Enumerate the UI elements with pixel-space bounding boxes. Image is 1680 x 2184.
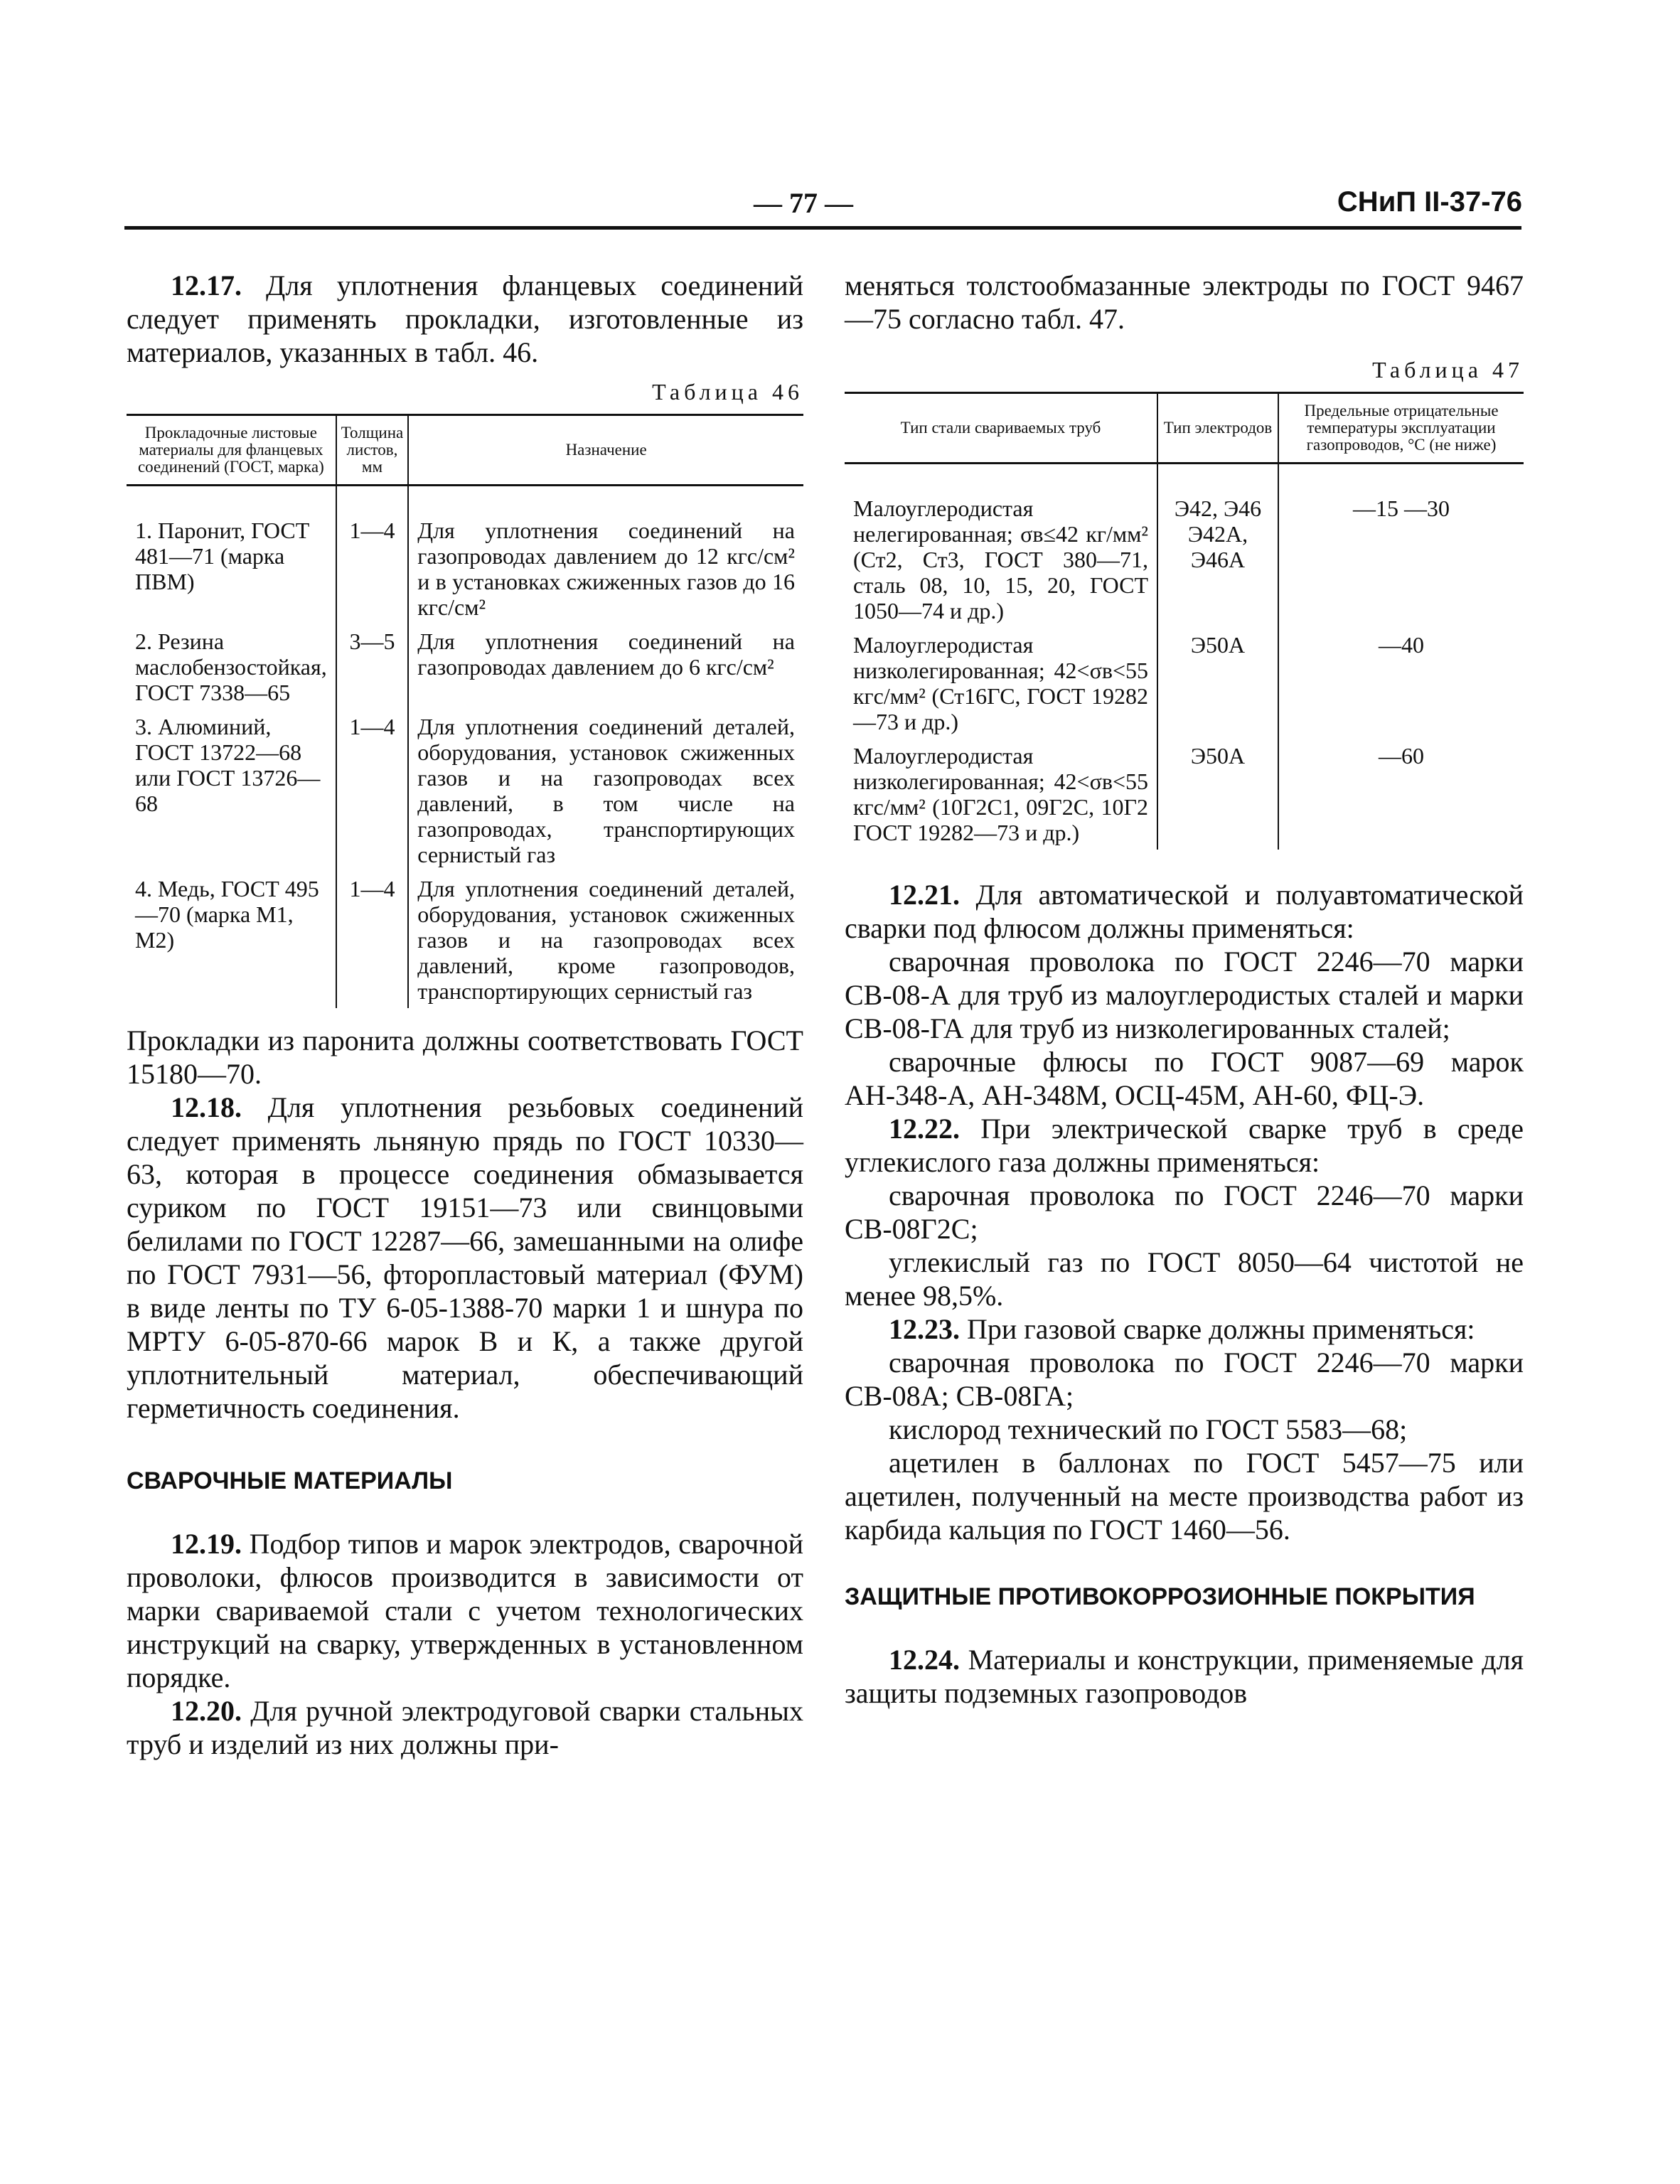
paragraph-number: 12.19. xyxy=(171,1528,242,1560)
table-cell: Э42, Э46 Э42А, Э46А xyxy=(1157,464,1278,628)
paragraph-12-23 xyxy=(845,1312,1524,1346)
paragraph-12-21 xyxy=(845,878,1524,945)
column-header: Назначение xyxy=(408,415,803,486)
table-cell: 2. Резина маслобензостойкая, ГОСТ 7338—65 xyxy=(135,628,327,705)
paragraph-text: При газовой сварке должны применяться: xyxy=(967,1313,1475,1345)
list-item: ацетилен в баллонах по ГОСТ 5457—75 или ацетилен, полученный на месте производства работ из карбида кальция по ГОСТ 1460—56. xyxy=(845,1447,1524,1546)
paragraph-12-20 xyxy=(127,1694,803,1761)
paragraph-number: 12.22. xyxy=(889,1113,960,1145)
paragraph-number: 12.18. xyxy=(171,1091,242,1123)
table-cell: Для уплотнения соединений на газопроводах давлением до 12 кгс/см² и в установках сжиженных газов до 16 кгс/см² xyxy=(408,486,803,625)
table-47-caption: Таблица 47 xyxy=(1372,357,1524,382)
table-cell: Э50А xyxy=(1157,739,1278,850)
paragraph-text: Для ручной электродуговой сварки стальных труб и изделий из них должны при- xyxy=(127,1695,804,1760)
table-cell: 1. Паронит, ГОСТ 481—71 (марка ПВМ) xyxy=(135,518,310,594)
paragraph-12-22 xyxy=(845,1112,1524,1179)
table-header-row xyxy=(845,393,1524,464)
table-cell: 1—4 xyxy=(336,710,409,872)
list-item: сварочная проволока по ГОСТ 2246—70 марки СВ-08-А для труб из малоуглеродистых сталей и марки СВ-08-ГА для труб из низколегированных сталей; xyxy=(845,946,1524,1044)
paragraph-text: Для автоматической и полуавтоматической сварки под флюсом должны применяться: xyxy=(845,879,1524,944)
table-cell: Малоуглеродистая низколегированная; 42<σв<55 кгс/мм² (Ст16ГС, ГОСТ 19282—73 и др.) xyxy=(853,632,1148,734)
table-cell: Малоуглеродистая низколегированная; 42<σв<55 кгс/мм² (10Г2С1, 09Г2С, 10Г2 ГОСТ 19282—73 и др.) xyxy=(853,743,1148,845)
table-cell: Для уплотнения соединений на газопроводах давлением до 6 кгс/см² xyxy=(408,624,803,710)
right-column xyxy=(845,269,1524,1710)
paragraph-paronit: Прокладки из паронита должны соответствовать ГОСТ 15180—70. xyxy=(127,1024,803,1090)
section-heading-welding-materials: СВАРОЧНЫЕ МАТЕРИАЛЫ xyxy=(127,1467,453,1494)
table-cell: Малоуглеродистая нелегированная; σв≤42 кг/мм² (Ст2, Ст3, ГОСТ 380—71, сталь 08, 10, 15, 20, ГОСТ 1050—74 и др.) xyxy=(853,496,1148,623)
paragraph-text: Для уплотнения фланцевых соединений следует применять прокладки, изготовленные из материалов, указанных в табл. 46. xyxy=(127,269,804,368)
paragraph-12-17 xyxy=(127,269,803,369)
table-47 xyxy=(845,392,1524,850)
table-cell: —40 xyxy=(1278,628,1524,739)
document-code: СНиП II-37-76 xyxy=(1337,186,1522,218)
paragraph-number: 12.24. xyxy=(889,1644,960,1676)
table-row xyxy=(845,464,1524,628)
paragraph-12-19 xyxy=(127,1527,803,1694)
table-cell: 3. Алюминий, ГОСТ 13722—68 или ГОСТ 13726—68 xyxy=(135,714,321,816)
table-cell: Для уплотнения соединений деталей, оборудования, установок сжиженных газов и на газопроводах всех давлений, кроме газопроводов, транспортирующих сернистый газ xyxy=(408,872,803,1008)
paragraph-text: Для уплотнения резьбовых соединений следует применять льняную прядь по ГОСТ 10330—63, которая в процессе соединения обмазывается суриком по ГОСТ 19151—73 или свинцовыми белилами по ГОСТ 12287—66, замешанными на олифе по ГОСТ 7931—56, фторопластовый материал (ФУМ) в виде ленты по ТУ 6-05-1388-70 марки 1 и шнура по МРТУ 6-05-870-66 марок В и К, а также другой уплотнительный материал, обеспечивающий герметичность соединения. xyxy=(127,1091,804,1424)
paragraph-text: Подбор типов и марок электродов, сварочной проволоки, флюсов производится в зависимости от марки свариваемой стали с учетом технологических инструкций на сварку, утвержденных в установленном порядке. xyxy=(127,1528,804,1693)
column-header: Предельные отрицательные температуры эксплуатации газопроводов, °С (не ниже) xyxy=(1278,393,1524,464)
list-item: сварочные флюсы по ГОСТ 9087—69 марок АН-348-А, АН-348М, ОСЦ-45М, АН-60, ФЦ-Э. xyxy=(845,1046,1524,1111)
table-cell: 1—4 xyxy=(336,486,409,625)
table-cell: 3—5 xyxy=(336,624,409,710)
column-header: Тип стали свариваемых труб xyxy=(845,393,1157,464)
table-cell: Для уплотнения соединений деталей, оборудования, установок сжиженных газов и на газопроводах всех давлений, в том числе на газопроводах, транспортирующих сернистый газ xyxy=(408,710,803,872)
paragraph-number: 12.20. xyxy=(171,1695,242,1727)
table-row xyxy=(127,624,803,710)
list-item: сварочная проволока по ГОСТ 2246—70 марки СВ-08А; СВ-08ГА; xyxy=(845,1347,1524,1412)
table-row xyxy=(127,486,803,625)
table-cell: 4. Медь, ГОСТ 495—70 (марка М1, М2) xyxy=(135,876,319,953)
paragraph-12-24 xyxy=(845,1643,1524,1710)
table-cell: —60 xyxy=(1278,739,1524,850)
table-cell: —15 —30 xyxy=(1278,464,1524,628)
table-46 xyxy=(127,414,803,1008)
list-item: кислород технический по ГОСТ 5583—68; xyxy=(889,1413,1408,1445)
column-header: Прокладочные листовые материалы для фланцевых соединений (ГОСТ, марка) xyxy=(127,415,336,486)
table-row xyxy=(127,710,803,872)
paragraph-12-20-continued: меняться толстообмазанные электроды по ГОСТ 9467—75 согласно табл. 47. xyxy=(845,269,1524,335)
table-46-caption: Таблица 46 xyxy=(652,379,803,405)
table-row xyxy=(127,872,803,1008)
table-cell: 1—4 xyxy=(336,872,409,1008)
list-item: углекислый газ по ГОСТ 8050—64 чистотой не менее 98,5%. xyxy=(845,1246,1524,1312)
paragraph-number: 12.21. xyxy=(889,879,960,911)
list-item: сварочная проволока по ГОСТ 2246—70 марки СВ-08Г2С; xyxy=(845,1179,1524,1245)
left-column xyxy=(127,269,803,1761)
paragraph-number: 12.23. xyxy=(889,1313,960,1345)
table-row xyxy=(845,739,1524,850)
column-header: Толщина листов, мм xyxy=(336,415,409,486)
section-heading-protective-coatings: ЗАЩИТНЫЕ ПРОТИВОКОРРОЗИОННЫЕ ПОКРЫТИЯ xyxy=(845,1583,1475,1610)
column-header: Тип электродов xyxy=(1157,393,1278,464)
header-rule xyxy=(124,226,1521,230)
table-cell: Э50А xyxy=(1157,628,1278,739)
paragraph-text: При электрической сварке труб в среде углекислого газа должны применяться: xyxy=(845,1113,1524,1178)
table-row xyxy=(845,628,1524,739)
paragraph-text: Материалы и конструкции, применяемые для защиты подземных газопроводов xyxy=(845,1644,1524,1709)
paragraph-number: 12.17. xyxy=(171,269,242,301)
page-number: — 77 — xyxy=(754,187,853,219)
paragraph-12-18 xyxy=(127,1091,803,1425)
table-header-row xyxy=(127,415,803,486)
